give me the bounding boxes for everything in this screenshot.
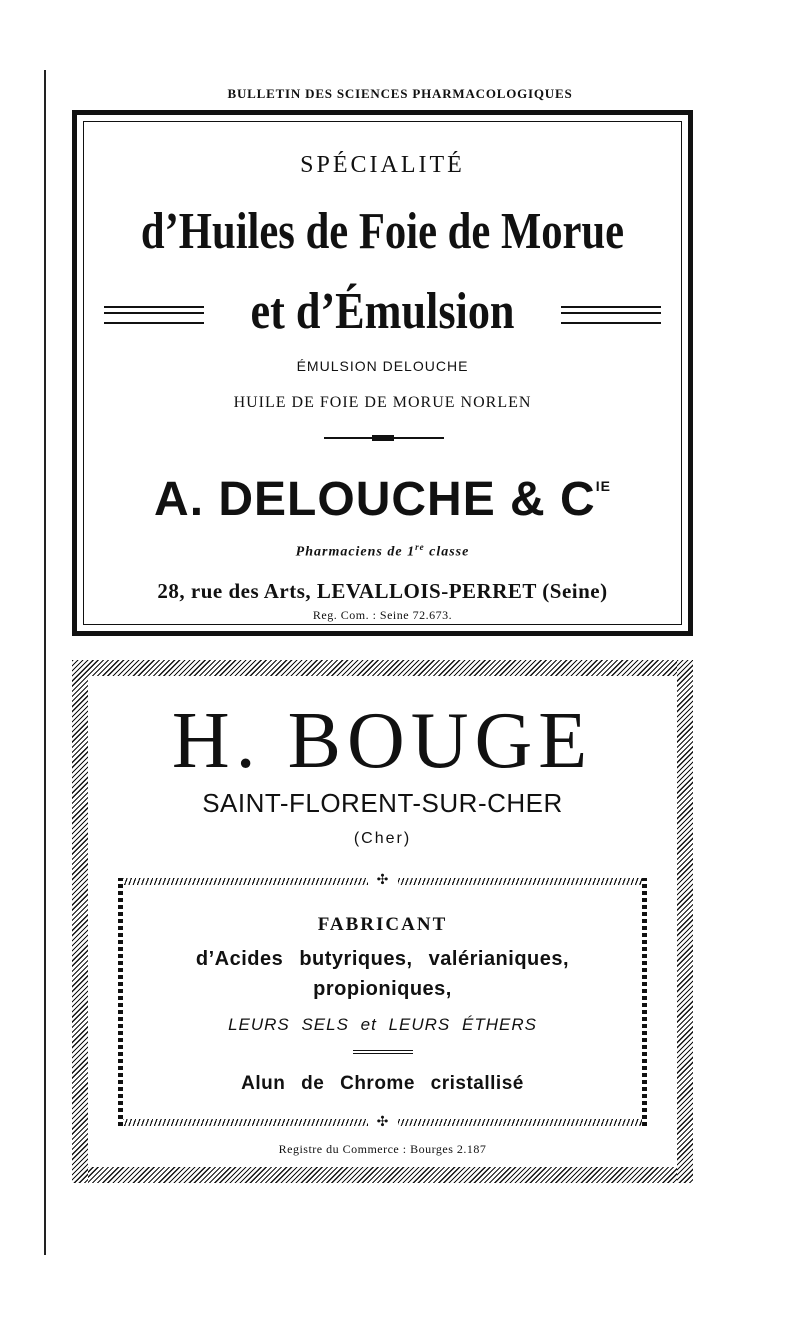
fleuron-bottom-icon: ✣ — [368, 1117, 398, 1129]
pharmaciens-sup: re — [415, 542, 425, 552]
ad1-inner-frame — [83, 121, 682, 625]
fabricant-heading: FABRICANT — [317, 914, 448, 935]
company-name-text: A. DELOUCHE & C — [154, 473, 596, 526]
pharmaciens-line — [84, 542, 681, 561]
hatched-border-bottom — [72, 1167, 693, 1183]
product-huile-norlen: HUILE DE FOIE DE MORUE NORLEN — [233, 394, 532, 411]
delouche-advertisement — [72, 110, 693, 636]
fabricant-box — [118, 873, 647, 1130]
bouge-department: (Cher) — [353, 830, 412, 847]
alun-line: Alun de Chrome cristallisé — [241, 1073, 524, 1094]
registre-commerce: Registre du Commerce : Bourges 2.187 — [278, 1142, 487, 1156]
triple-rule-right — [561, 306, 661, 324]
propioniques-line: propioniques, — [313, 978, 452, 1000]
running-head: BULLETIN DES SCIENCES PHARMACOLOGIQUES — [227, 86, 573, 101]
company-suffix: IE — [595, 478, 611, 494]
hatched-border-top — [72, 660, 693, 676]
product-emulsion-delouche: ÉMULSION DELOUCHE — [296, 358, 469, 374]
acides-line: d’Acides butyriques, valérianiques, — [195, 948, 570, 970]
pharmaciens-pre: Pharmaciens de 1 — [295, 544, 416, 560]
headline-huiles: d’Huiles de Foie de Morue — [140, 203, 625, 260]
specialite-heading: SPÉCIALITÉ — [300, 152, 465, 178]
bouge-city: SAINT-FLORENT-SUR-CHER — [202, 788, 563, 818]
short-divider — [353, 1050, 413, 1054]
ornamental-divider — [324, 437, 444, 439]
fleuron-top-icon: ✣ — [368, 875, 398, 887]
headline-emulsion-row — [104, 282, 661, 342]
bouge-name: H. BOUGE — [171, 697, 594, 785]
registration-number: Reg. Com. : Seine 72.673. — [312, 608, 453, 622]
pharmaciens-post: classe — [424, 544, 470, 560]
sels-ethers-line: LEURS SELS et LEURS ÉTHERS — [228, 1015, 537, 1034]
headline-emulsion: et d’Émulsion — [250, 283, 515, 340]
page-margin-line — [44, 70, 46, 1255]
company-address: 28, rue des Arts, LEVALLOIS-PERRET (Seine) — [157, 579, 608, 603]
company-name — [84, 472, 681, 527]
bouge-advertisement — [72, 660, 693, 1183]
